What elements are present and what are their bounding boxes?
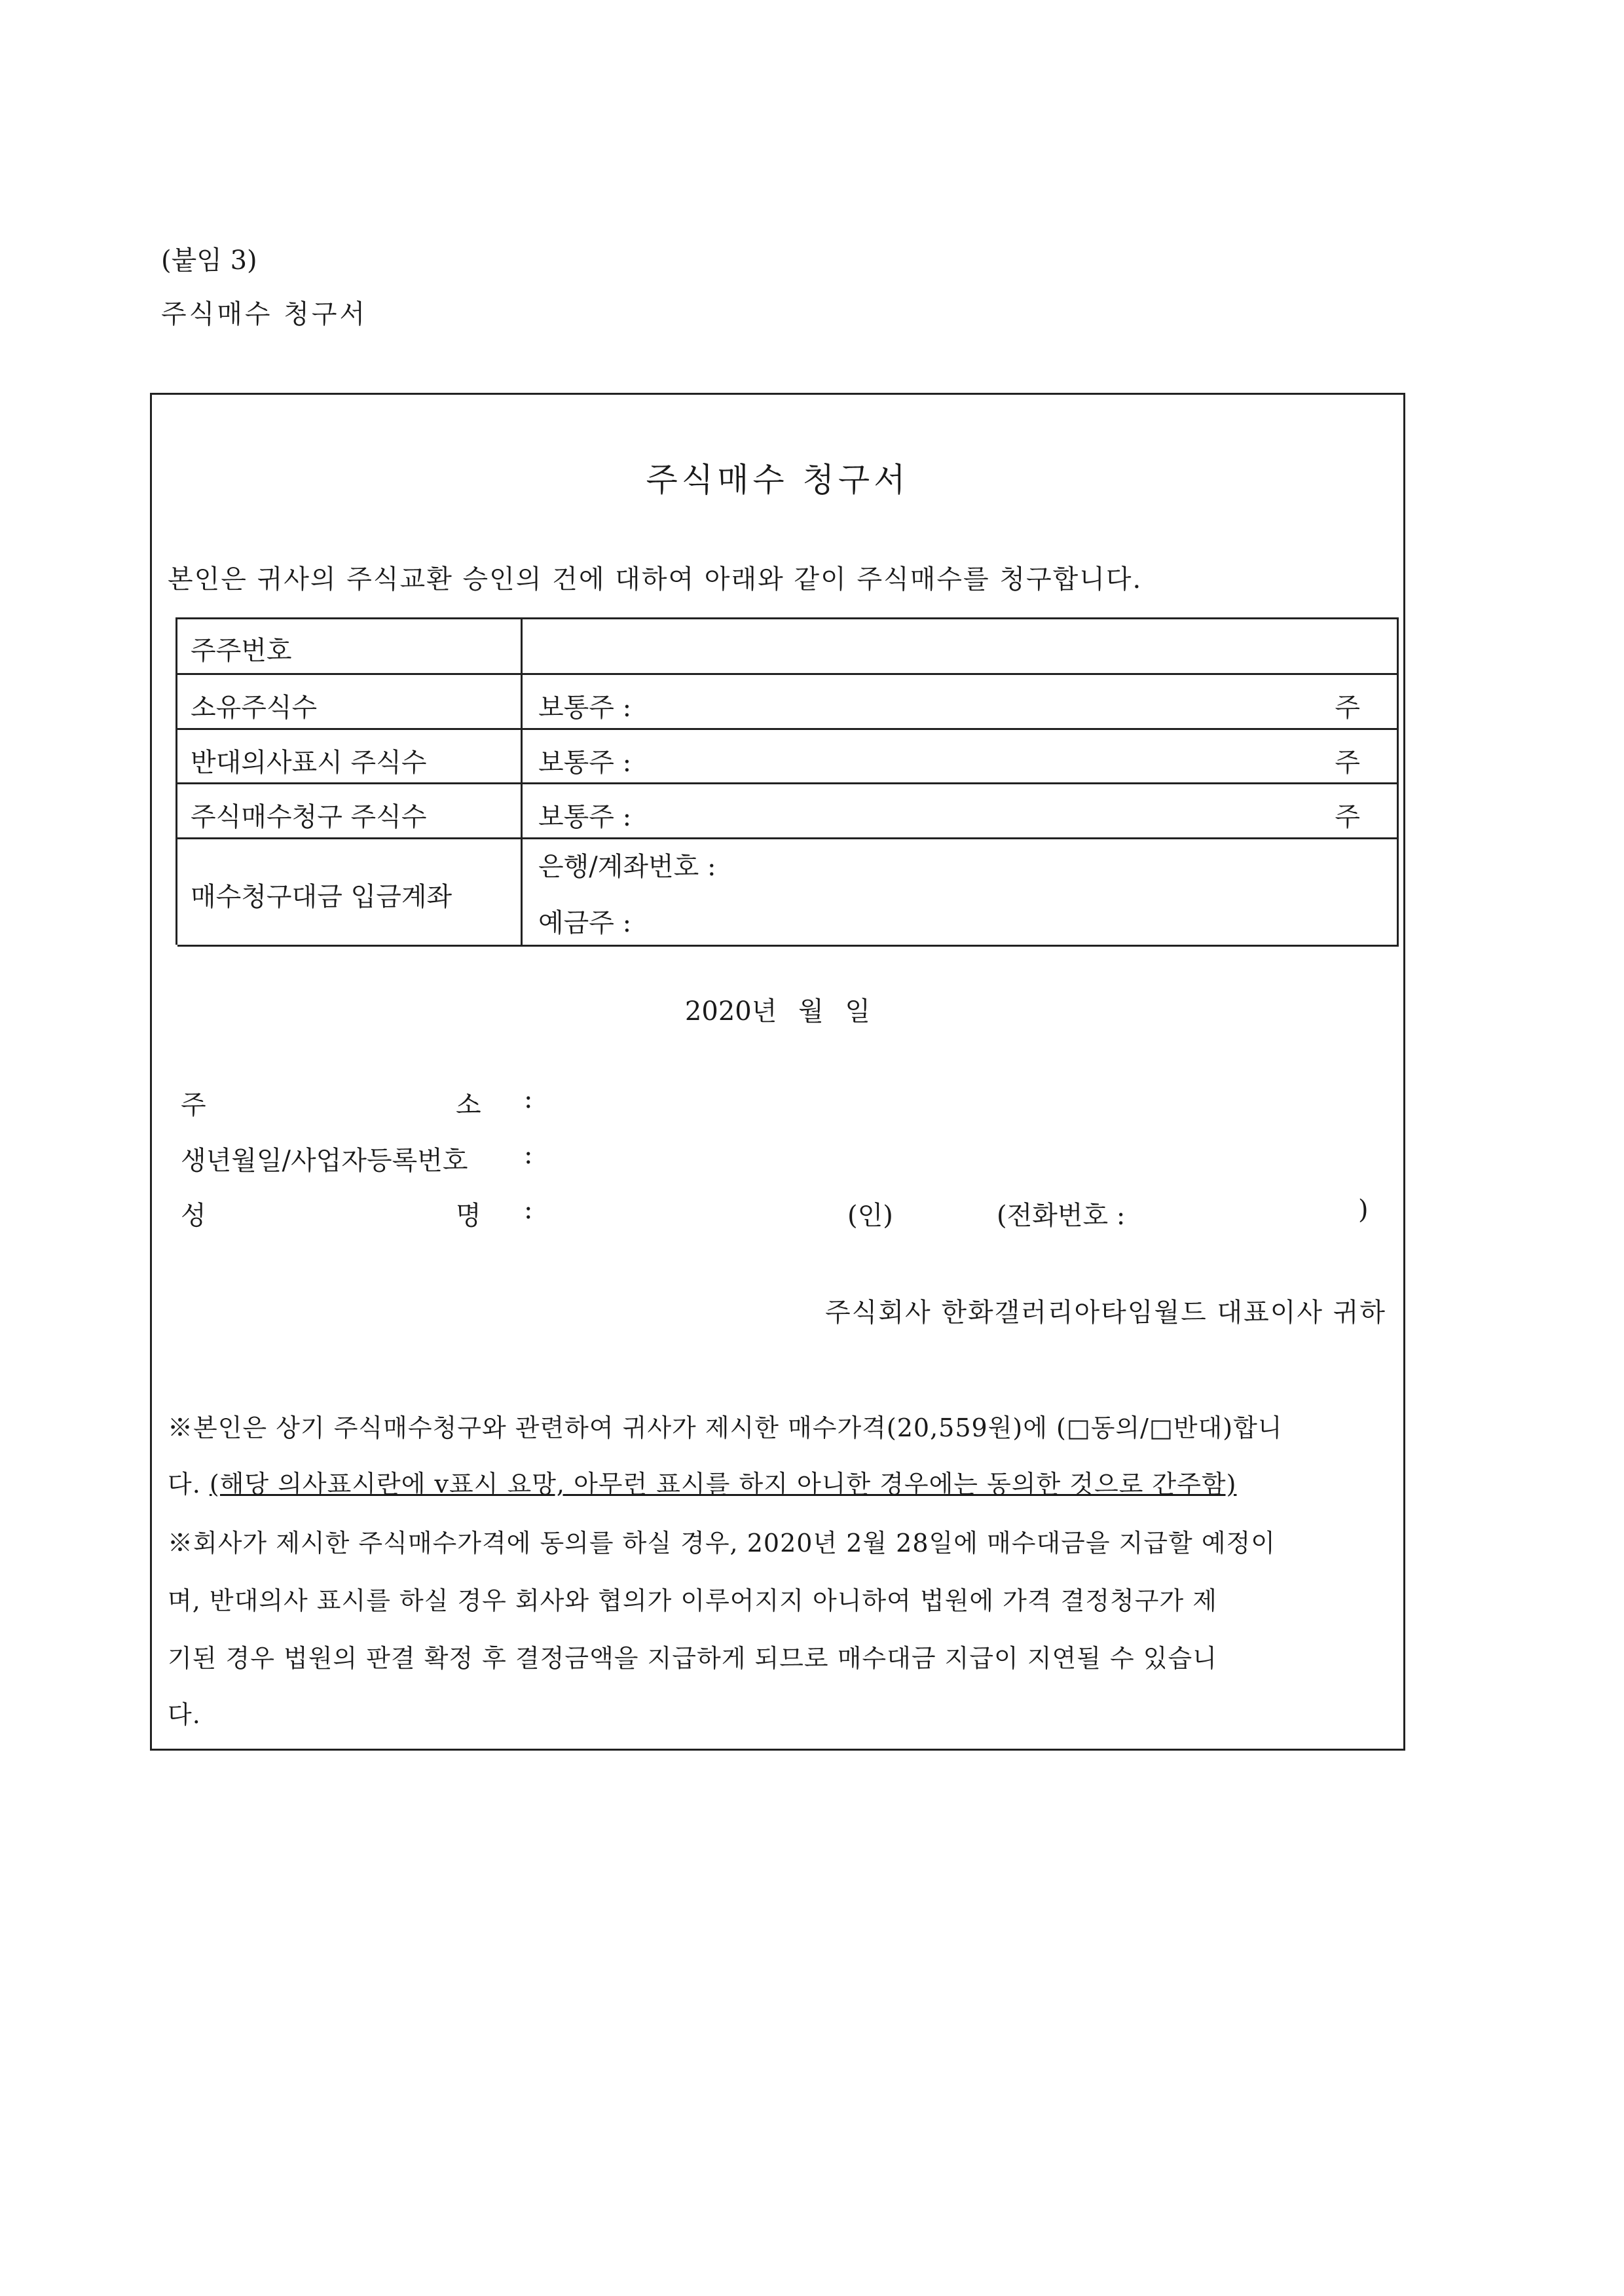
shareholder-number-field[interactable] [523, 619, 1399, 673]
note-2-line-2: 며, 반대의사 표시를 하실 경우 회사와 협의가 이루어지지 아니하여 법원에 가격 결정청구가 제 [168, 1586, 1217, 1615]
row-label-dissent-shares: 반대의사표시 주식수 [191, 748, 427, 778]
table-row [177, 730, 1399, 784]
name-colon: : [524, 1195, 533, 1225]
phone-label: (전화번호 : [997, 1201, 1126, 1231]
name-label-1: 성 [181, 1201, 206, 1231]
address-colon: : [524, 1084, 533, 1114]
note-2-line-1: ※회사가 제시한 주식매수가격에 동의를 하실 경우, 2020년 2월 28일에 매수대금을 지급할 예정이 [168, 1529, 1276, 1558]
bank-account-line: 은행/계좌번호 : [538, 852, 716, 882]
note-1-line-1: ※본인은 상기 주식매수청구와 관련하여 귀사가 제시한 매수가격(20,559원)에 (□동의/□반대)합니 [168, 1413, 1283, 1442]
table-row [177, 839, 1399, 947]
attachment-label: (붙임 3) [161, 246, 257, 276]
dissent-shares-field[interactable] [523, 730, 1399, 782]
row-label-shareholder-number: 주주번호 [191, 636, 292, 666]
row-unit: 주 [1335, 748, 1360, 778]
attachment-title: 주식매수 청구서 [161, 299, 368, 329]
birth-label: 생년월일/사업자등록번호 [181, 1146, 468, 1176]
form-date: 2020년 월 일 [684, 996, 871, 1027]
claim-shares-field[interactable] [523, 784, 1399, 837]
seal-mark: (인) [847, 1201, 893, 1231]
address-label-1: 주 [181, 1090, 206, 1120]
row-unit: 주 [1335, 802, 1360, 832]
note-2-line-4: 다. [168, 1700, 201, 1729]
row-label-owned-shares: 소유주식수 [191, 693, 318, 723]
table-row [177, 675, 1399, 730]
row-unit: 주 [1335, 693, 1360, 723]
owned-shares-field[interactable] [523, 675, 1399, 728]
row-label-deposit-account: 매수청구대금 입금계좌 [191, 882, 452, 912]
name-label-2: 명 [456, 1201, 481, 1231]
addressee: 주식회사 한화갤러리아타임월드 대표이사 귀하 [825, 1298, 1386, 1328]
account-holder-line: 예금주 : [538, 908, 632, 938]
note-1-line-2 [168, 1464, 1236, 1500]
birth-colon: : [524, 1140, 533, 1170]
address-label-2: 소 [456, 1090, 481, 1120]
note-1-prefix: 다. [168, 1470, 201, 1499]
table-row [177, 784, 1399, 839]
deposit-account-field[interactable] [523, 839, 1399, 945]
row-value: 보통주 : [538, 802, 632, 832]
phone-close: ) [1358, 1195, 1369, 1225]
row-value: 보통주 : [538, 748, 632, 778]
form-intro: 본인은 귀사의 주식교환 승인의 건에 대하여 아래와 같이 주식매수를 청구합니다. [168, 564, 1143, 594]
form-title: 주식매수 청구서 [646, 461, 910, 499]
claim-table [175, 617, 1399, 945]
table-row [177, 619, 1399, 675]
note-2-line-3: 기된 경우 법원의 판결 확정 후 결정금액을 지급하게 되므로 매수대금 지급이 지연될 수 있습니 [168, 1644, 1217, 1673]
row-label-claim-shares: 주식매수청구 주식수 [191, 802, 427, 832]
form-frame [150, 393, 1405, 1751]
note-1-underlined: (해당 의사표시란에 v표시 요망, 아무런 표시를 하지 아니한 경우에는 동의한 것으로 간주함) [209, 1470, 1237, 1499]
row-value: 보통주 : [538, 693, 632, 723]
